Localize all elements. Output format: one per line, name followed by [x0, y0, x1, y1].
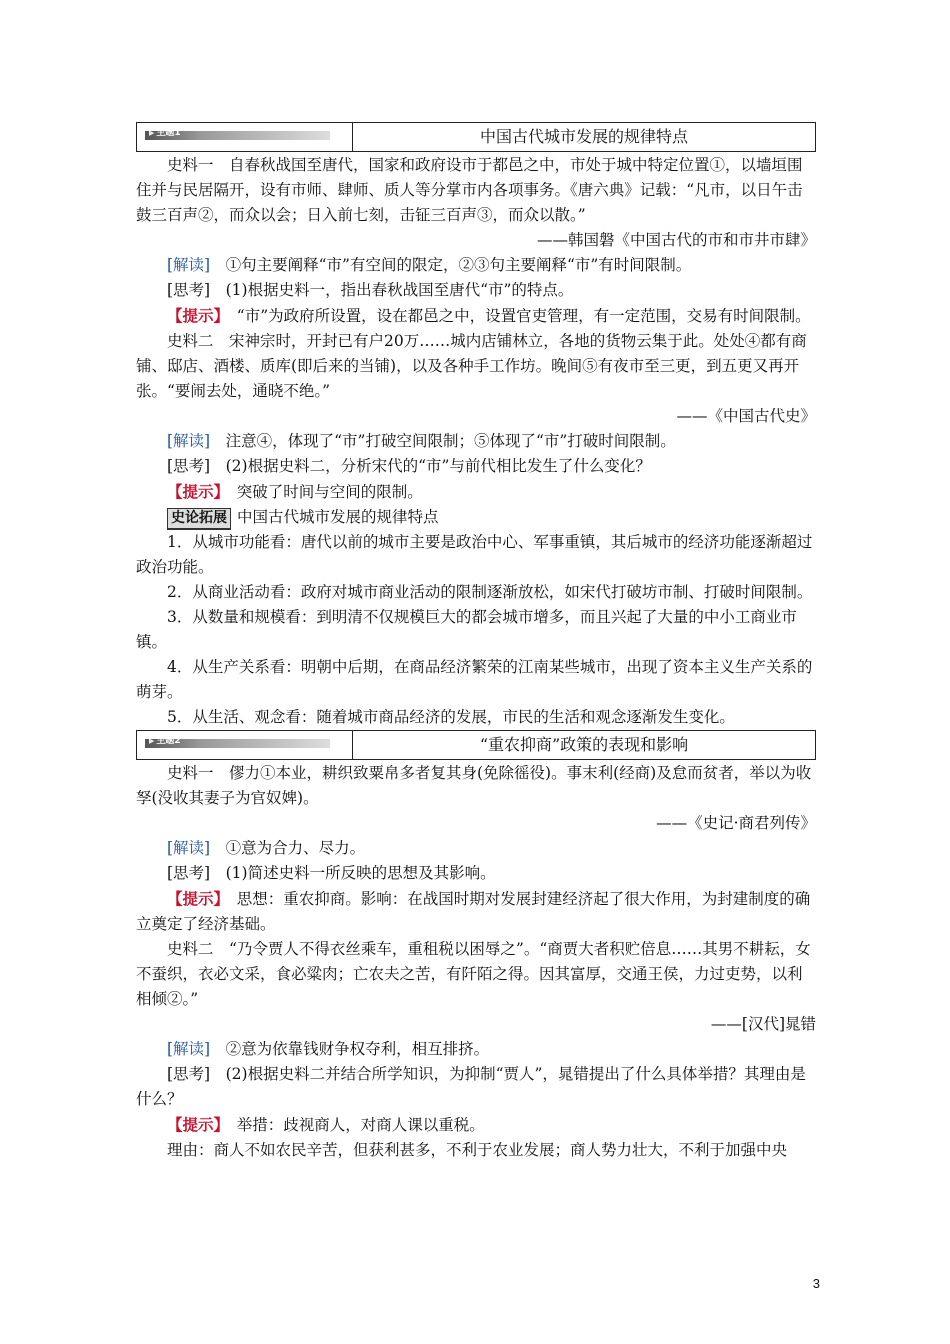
hint-text: 突破了时间与空间的限制。 — [221, 483, 423, 501]
hint-text: 举措：歧视商人，对商人课以重税。 — [221, 1116, 485, 1134]
question-text: (2)根据史料二，分析宋代的“市”与前代相比发生了什么变化？ — [210, 457, 651, 475]
question-label: [思考] — [167, 281, 211, 299]
hint-label: 【提示】 — [167, 482, 222, 501]
interpretation-label: [解读] — [167, 1040, 211, 1058]
extension-item: 3．从数量和规模看：到明清不仅规模巨大的都会城市增多，而且兴起了大量的中小工商业市镇。 — [136, 608, 797, 651]
topic2-header — [136, 730, 816, 760]
question-text: (1)根据史料一，指出春秋战国至唐代“市”的特点。 — [210, 281, 574, 299]
topic1-source1-question — [136, 278, 816, 303]
hint-label: 【提示】 — [167, 306, 222, 325]
extension-item: 5．从生活、观念看：随着城市商品经济的发展，市民的生活和观念逐渐发生变化。 — [167, 708, 735, 726]
topic1-header — [136, 122, 816, 152]
topic1-tag — [137, 123, 353, 151]
question-text: (1)简述史料一所反映的思想及其影响。 — [210, 864, 496, 882]
interpretation-label: [解读] — [167, 256, 211, 274]
interpretation-label: [解读] — [167, 839, 211, 857]
question-label: [思考] — [167, 1065, 211, 1083]
topic1-source2-citation: ——《中国古代史》 — [676, 407, 816, 425]
hint-label: 【提示】 — [167, 1115, 222, 1134]
topic1-tag-label: ▶ 主题1 — [149, 127, 181, 139]
topic2-source1-question — [136, 861, 816, 886]
topic2-source1-citation: ——《史记·商君列传》 — [656, 814, 816, 832]
topic2-source2-citation: ——[汉代]晁错 — [710, 1015, 816, 1033]
extension-item: 4．从生产关系看：明朝中后期，在商品经济繁荣的江南某些城市，出现了资本主义生产关系的萌芽。 — [136, 658, 813, 701]
topic2-tag — [137, 731, 353, 759]
topic2-source2-hint — [136, 1112, 816, 1138]
topic2-source1-interpretation — [136, 836, 816, 861]
topic2-source2-reason: 理由：商人不如农民辛苦，但获利甚多，不利于农业发展；商人势力壮大，不利于加强中央 — [167, 1141, 788, 1159]
topic1-source1: 史料一 自春秋战国至唐代，国家和政府设市于都邑之中，市处于城中特定位置①，以墙垣围住并与民居隔开，设有市师、肆师、质人等分掌市内各项事务。《唐六典》记载：“凡市，以日午击鼓三百声②，而众以会；日入前七刻，击钲三百声③，而众以散。” — [136, 156, 803, 224]
page-content — [136, 122, 816, 1163]
topic1-source1-citation: ——韩国磐《中国古代的市和市井市肆》 — [536, 231, 816, 249]
interpretation-label: [解读] — [167, 432, 211, 450]
extension-title: 中国古代城市发展的规律特点 — [237, 508, 439, 526]
extension-item: 2．从商业活动看：政府对城市商业活动的限制逐渐放松，如宋代打破坊市制、打破时间限制。 — [167, 583, 813, 601]
topic1-source2-question — [136, 454, 816, 479]
topic1-source2-interpretation — [136, 429, 816, 454]
question-label: [思考] — [167, 864, 211, 882]
topic1-source1-hint — [136, 303, 816, 329]
topic2-title: “重农抑商”政策的表现和影响 — [479, 735, 689, 754]
interpretation-text: 注意④，体现了“市”打破空间限制；⑤体现了“市”打破时间限制。 — [210, 432, 676, 450]
topic2-source2: 史料二 “乃令贾人不得衣丝乘车，重租税以困辱之”。“商贾大者积贮倍息……其男不耕耘，女不蚕织，衣必文采，食必粱肉；亡农夫之苦，有阡陌之得。因其富厚，交通王侯，力过吏势，以利相倾②。” — [136, 940, 811, 1008]
interpretation-text: ①句主要阐释“市”有空间的限定，②③句主要阐释“市”有时间限制。 — [210, 256, 692, 274]
interpretation-text: ①意为合力、尽力。 — [210, 839, 366, 857]
page-number: 3 — [812, 1276, 820, 1291]
topic1-source1-interpretation — [136, 253, 816, 278]
question-text: (2)根据史料二并结合所学知识，为抑制“贾人”，晁错提出了什么具体举措？其理由是什么？ — [136, 1065, 806, 1108]
hint-text: “市”为政府所设置，设在都邑之中，设置官吏管理，有一定范围，交易有时间限制。 — [221, 307, 811, 325]
topic2-source1-hint — [136, 886, 816, 937]
extension-item: 1．从城市功能看：唐代以前的城市主要是政治中心、军事重镇，其后城市的经济功能逐渐超过政治功能。 — [136, 533, 813, 576]
question-label: [思考] — [167, 457, 211, 475]
interpretation-text: ②意为依靠钱财争权夺利，相互排挤。 — [210, 1040, 490, 1058]
topic1-title: 中国古代城市发展的规律特点 — [479, 127, 688, 146]
hint-text: 思想：重农抑商。影响：在战国时期对发展封建经济起了很大作用，为封建制度的确立奠定了经济基础。 — [136, 890, 811, 933]
topic2-tag-label: ▶ 主题2 — [149, 735, 181, 747]
topic2-source1: 史料一 僇力①本业，耕织致粟帛多者复其身(免除徭役)。事末利(经商)及怠而贫者，举以为收孥(没收其妻子为官奴婢)。 — [136, 764, 812, 807]
topic2-source2-interpretation — [136, 1037, 816, 1062]
topic1-source2: 史料二 宋神宗时，开封已有户20万……城内店铺林立，各地的货物云集于此。处处④都有商铺、邸店、酒楼、质库(即后来的当铺)，以及各种手工作坊。晚间⑤有夜市至三更，到五更又再开张。“要闹去处，通晓不绝。” — [136, 332, 807, 400]
extension-label: 史论拓展 — [167, 508, 231, 530]
topic2-source2-question — [136, 1062, 816, 1112]
hint-label: 【提示】 — [167, 889, 222, 908]
extension-heading — [136, 505, 816, 530]
topic1-source2-hint — [136, 479, 816, 505]
